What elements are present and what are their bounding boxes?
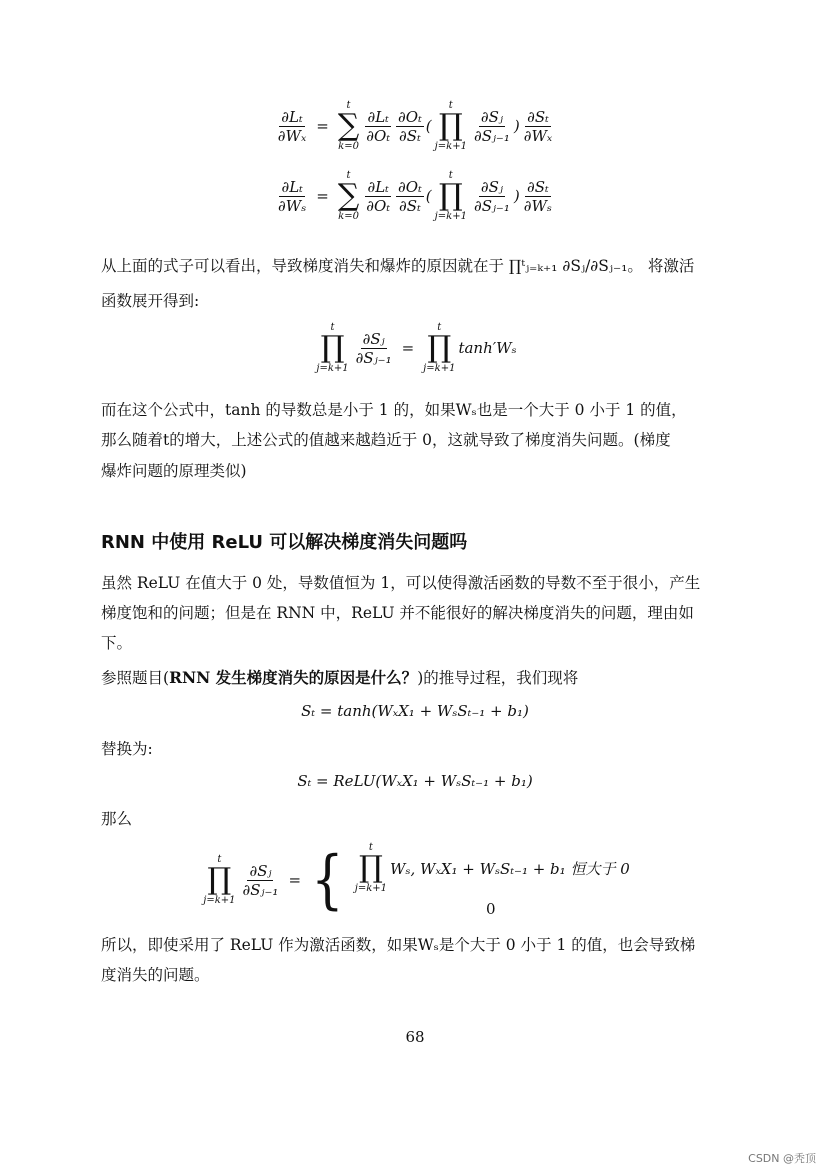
frac-den: ∂Wₓ <box>277 126 307 145</box>
formula-gradient-ws <box>0 170 830 222</box>
frac-num: ∂Lₜ <box>367 107 389 126</box>
formula-tanh: Sₜ = tanh(WₓX₁ + WₛSₜ₋₁ + b₁) <box>301 702 529 720</box>
prod-symbol: ∏ <box>207 862 232 897</box>
frac-num: ∂Lₜ <box>281 177 303 196</box>
frac-den: ∂Sⱼ₋₁ <box>473 126 510 145</box>
frac-num: ∂Sₜ <box>526 177 549 196</box>
reference-title: RNN 发生梯度消失的原因是什么？ <box>169 668 418 687</box>
prod-symbol: ∏ <box>438 108 463 143</box>
prod-lower: j=k+1 <box>203 895 236 906</box>
prod-upper: t <box>448 100 453 111</box>
paren-left: ( <box>425 187 432 205</box>
frac-den: ∂Wₛ <box>278 196 307 215</box>
frac-num: ∂Sⱼ <box>480 107 503 126</box>
prod-lower: j=k+1 <box>434 211 467 222</box>
frac-num: ∂Oₜ <box>398 177 422 196</box>
paren-left: ( <box>425 117 432 135</box>
paragraph-line: 替换为: <box>101 740 153 758</box>
frac-num: ∂Sₜ <box>527 107 549 126</box>
frac-den: ∂Sⱼ₋₁ <box>242 880 279 899</box>
equals: = <box>401 339 415 357</box>
paragraph-line: 函数展开得到: <box>101 292 200 310</box>
frac-num: ∂Sⱼ <box>249 861 272 880</box>
case-1: Wₛ, WₓX₁ + WₛSₜ₋₁ + b₁ 恒大于 0 <box>390 859 630 878</box>
prod-symbol: ∏ <box>358 850 383 885</box>
sum-symbol: ∑ <box>337 178 360 213</box>
paragraph-line: 而在这个公式中，tanh 的导数总是小于 1 的，如果Wₛ也是一个大于 0 小于 1 的值， <box>101 401 687 419</box>
prod-upper: t <box>368 842 373 853</box>
sum-upper: t <box>346 100 351 111</box>
paragraph-line <box>101 666 578 688</box>
frac-num: ∂Lₜ <box>281 107 303 126</box>
prod-upper: t <box>217 854 222 865</box>
sum-lower: k=0 <box>338 211 359 222</box>
formula-product-expansion <box>0 322 830 374</box>
frac-den: ∂Sⱼ₋₁ <box>355 348 392 367</box>
prod-upper: t <box>437 322 442 333</box>
formula-piecewise <box>0 842 830 918</box>
paragraph-line: 所以，即使采用了 ReLU 作为激活函数，如果Wₛ是个大于 0 小于 1 的值，也会导致梯 <box>101 936 696 954</box>
sum-upper: t <box>346 170 351 181</box>
equals: = <box>316 117 329 135</box>
formula-rhs: tanh′Wₛ <box>458 339 517 357</box>
paragraph-line: 梯度饱和的问题；但是在 RNN 中，ReLU 并不能很好的解决梯度消失的问题，理由如 <box>101 604 694 622</box>
formula-gradient-wx <box>0 100 830 152</box>
paren-right: ) <box>513 117 520 135</box>
section-heading: RNN 中使用 ReLU 可以解决梯度消失问题吗 <box>101 532 468 553</box>
text: )的推导过程，我们现将 <box>417 669 579 687</box>
text: 参照题目( <box>101 669 170 687</box>
frac-den: ∂Wₓ <box>523 126 553 145</box>
paragraph-line: 下。 <box>101 634 133 652</box>
frac-den: ∂Sⱼ₋₁ <box>473 196 510 215</box>
frac-den: ∂Oₜ <box>366 126 391 145</box>
paragraph-line: 度消失的问题。 <box>101 966 210 984</box>
frac-num: ∂Sⱼ <box>362 329 385 348</box>
prod-upper: t <box>448 170 453 181</box>
frac-den: ∂Sₜ <box>399 126 421 145</box>
formula-relu: Sₜ = ReLU(WₓX₁ + WₛSₜ₋₁ + b₁) <box>297 772 533 790</box>
prod-lower: j=k+1 <box>316 363 349 374</box>
sum-symbol: ∑ <box>337 108 360 143</box>
paren-right: ) <box>513 187 520 205</box>
brace: { <box>311 843 344 917</box>
frac-num: ∂Lₜ <box>367 177 389 196</box>
frac-num: ∂Oₜ <box>398 107 422 126</box>
frac-den: ∂Wₛ <box>523 196 552 215</box>
prod-symbol: ∏ <box>320 330 345 365</box>
prod-upper: t <box>330 322 335 333</box>
prod-symbol: ∏ <box>438 178 463 213</box>
page-number: 68 <box>405 1028 425 1046</box>
paragraph-line: 那么随着t的增大，上述公式的值越来越趋近于 0，这就导致了梯度消失问题。(梯度 <box>101 431 671 449</box>
sum-lower: k=0 <box>338 141 359 152</box>
prod-lower: j=k+1 <box>434 141 467 152</box>
frac-den: ∂Oₜ <box>366 196 391 215</box>
frac-num: ∂Sⱼ <box>480 177 503 196</box>
paragraph-line: 从上面的式子可以看出，导致梯度消失和爆炸的原因就在于 ∏ᵗⱼ₌ₖ₊₁ ∂Sⱼ/∂Sⱼ₋₁。 将激活 <box>101 257 695 275</box>
prod-lower: j=k+1 <box>354 883 388 894</box>
paragraph-line: 那么 <box>101 810 133 828</box>
case-2: 0 <box>485 900 496 918</box>
equals: = <box>316 187 329 205</box>
equals: = <box>288 871 302 889</box>
prod-lower: j=k+1 <box>423 363 456 374</box>
frac-den: ∂Sₜ <box>399 196 421 215</box>
watermark: CSDN @秃顶 <box>748 1152 816 1165</box>
paragraph-line: 爆炸问题的原理类似) <box>101 462 247 480</box>
paragraph-line: 虽然 ReLU 在值大于 0 处，导数值恒为 1，可以使得激活函数的导数不至于很小，产生 <box>101 574 701 592</box>
prod-symbol: ∏ <box>427 330 452 365</box>
